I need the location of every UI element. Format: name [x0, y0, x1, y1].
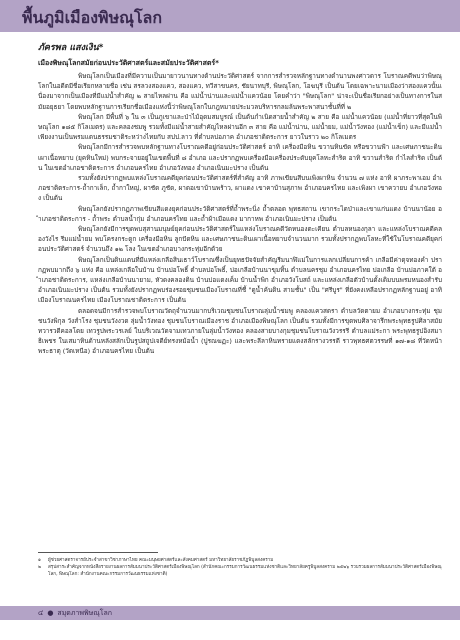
footnote	[38, 564, 442, 578]
paragraph: ตลอดจนมีการสำรวจพบโบราณวัตถุจำนวนมากบริเวณชุมชนโบราณลุ่มน้ำชมพู คลองแควสดรา ตำบลวัดตายม อำเภอบางกระทุ่ม ชุมชนวังพิกุล วังสำโรง ชุมชนวังงวด ลุ่มน้ำวังทอง ชุมชนโบราณเมืองราช อำเภอเมืองพิษณุโลก เป็นต้น รวมทั้งมีการขุดพบศิลาจารึกพระพุทธรูปศิลาสมัยทวารวดีคอลโดย เทวรูปพระวรเลย์ ในบริเวณวัดจามเทวภายในลุ่มน้ำวังทอง คลองสายบางกุมชุมชนโบราณวังวรรรี ตำบลแม่ระกา พระพุทธรูปอิงสมาธิเพชร ในเสมาหินด้านหลังสลักเป็นรูปสถูปเจดีย์ทรงหม้อน้ำ (ปูรณฆฏะ) และพระลีลาหินทรายแดงสลักรางวรรดี ราวพุทธศตวรรษที่ ๑๗-๑๘ ที่วัดหน้าพระธาตุ (วัดเหนือ) อำเภอนครไทย เป็นต้น	[38, 306, 442, 356]
paragraph: พิษณุโลกเป็นดินแดนที่มีแหล่งเกลือสินเธาว์โบราณซึ่งเป็นยุทธปัจจัยสำคัญรีมนาฬิแม่ในการแลกเปลี่ยนการค้า เกลือมีค่าดุจทองคำ ปรากฏพบมากถึง ๖ แห่ง คือ แหล่งเกลือในบ้าน บ้านบ่อโพธิ์ ตำบลบ่อโพธิ์, บ่อเกลือบ้านนาขุมทิ้น ตำบลนครชุม อำเภอนครไทย บ่อเกลือ บ้านบ่อภาคใต้ อำเภอชาติตระการ, แหล่งเกลือบ้านนายาม, หัวดงคลองดิน บ้านบ่อแดงเค็ม บ้านน้ำพิก อำเภอวังโบสถ์ และแหล่งเกลือตัวบ้านดั้งเดิมบนพรมหนองสำรับ อำเภอเนินมะปราง เป็นต้น รวมทั้งยังปรากฏพบร่องรอยชุมชนเมืองโบราณที่ชี้ "ดูน้ำค้นดิน สามชั้น" เป็น "ศรีบูร" ที่ยังคงเหลือปรากฏหลักฐานอยู่ อาทิ เมืองโบราณนครไทย เมืองโบราณชาติตระการ เป็นต้น	[38, 255, 442, 305]
author-name: ภัครพล แสงเงิน*	[38, 43, 104, 53]
paragraph: พิษณุโลก มีพื้นที่ ๖ ใน ๓ เป็นภูเขาและป่าไม้อุดมสมบูรณ์ เป็นต้นกำเนิดสายน้ำสำคัญ ๒ สาย คือ แม่น้ำแควน้อย (แม่น้ำที่ยาวที่สุดในพิษณุโลก ๑๘๕ กิโลเมตร) และคลองชมพู รวมทั้งมีแม่น้ำสายสำคัญไหลผ่านอีก ๓ สาย คือ แม่น้ำน่าน, แม่น้ำยม, แม่น้ำวังทอง (แม่น้ำเข็ก) และมีแม่น้ำเพียงงานเป็นพรมแดนธรรมชาติระหว่างไทยกับ สปป.ลาว ที่ตำบลบ่อภาค อำเภอชาติตระการ ยาวในราว ๒๐ กิโลเมตร	[38, 112, 442, 142]
footnotes	[38, 557, 442, 578]
footnote	[38, 557, 442, 564]
page-footer	[38, 607, 112, 619]
book-title: สมุดภาพพิษณุโลก	[57, 609, 113, 617]
paragraph: พิษณุโลกมีการสำรวจพบหลักฐานทางโบราณคดีอยู่ก่อนประวัติศาสตร์ อาทิ เครื่องมือหิน ขวานหินขัด หรือขวานฟ้า และเศษภาชนะดินเผาเนื้อหยาบ (ยุคหินใหม่) พบกระจายอยู่ในเขตพื้นที่ ๘ อำเภอ และปรากฏพบเครื่องมือเครื่องประดับยุคโลหะสำริด อาทิ ขวานสำริด กำไลสำริด เป็นต้น ในเขตอำเภอชาติตระการ อำเภอนครไทย อำเภอวังทอง อำเภอเนินมะปราง เป็นต้น	[38, 143, 442, 172]
paragraph: รวมทั้งยังปรากฏพบแหล่งโบราณคดียุคก่อนประวัติศาสตร์ที่สำคัญ อาทิ ภาพเขียนสีบนเพิงผาหิน จำนวน ๗ แห่ง อาทิ ผาภระพาเอม อำเภอชาติตระการ-ถ้ำกาเล็ก, ถ้ำกาใหญ่, ผาชัด ภูชัด, ผาดอเขาบ้านพร้าว, ผาแดง เขาคาบ้านสุภาพ อำเภอนครไทย และเพิงผา เขาควายบ อำเภอวังทอง เป็นต้น	[38, 174, 442, 203]
page-number: ๔	[38, 609, 44, 617]
paragraph: พิษณุโลกยังปรากฏภาพเขียนสีแดงยุคก่อนประวัติศาสตร์ที่ถ้ำพระนิ่ง ถ้ำตลอด พุทธสถาน เขากระไดป่าและเขาแก่นแดง บ้านนาน้อย อำเภอชาติตระการ - ถ้ำพระ ตำบลน้ำกุ่ม อำเภอนครไทย และถ้ำผ้าเมือแดง มากาหพ อำเภอเนินมะปราง เป็นต้น	[38, 204, 442, 223]
footnote-text: สรุปสาระสำคัญจากหนังสือรายงานผลการสัมมนาประวัติศาสตร์เมืองพิษณุโลก (สำนักคณะกรรมการวัฒนธรรมแห่งชาติและวิทยาลัยครูพิบูลสงคราม ๒๕๒๖ รวบรวมผลการสัมมนาประวัติศาสตร์เมืองพิษณุโลก, พิษณุโลก: สำนักงานคณะกรรมการวัฒนธรรมแห่งชาติ)	[48, 565, 442, 577]
paragraph: พิษณุโลกยังมีการขุดพบสุสานมนุษย์ยุคก่อนประวัติศาสตร์ในแหล่งโบราณคดีวัดหนองตะเคียน ตำบลหนองกุลา และแหล่งโบราณคดีคลองวังไร รีมแม่น้ำยม พบโครงกระดูก เครื่องมือหิน ลูกปัดหิน และเศษภาชนะดินเผาเนื้อหยาบจำนวนมาก รวมทั้งปรากฏพบโลหะที่ใช้ในโบราณคดียุคก่อนประวัติศาสตร์ จำนวนถึง ๑๒ โลง ในเขตอำเภอบางกระทุ่มอีกด้วย	[38, 225, 442, 254]
section-heading: เมืองพิษณุโลกสมัยก่อนประวัติศาสตร์และสมัยประวัติศาสตร์*	[38, 59, 219, 67]
page-title: พื้นภูมิเมืองพิษณุโลก	[22, 8, 163, 27]
footnote-divider	[38, 552, 158, 553]
footnote-number: ๑	[38, 558, 41, 563]
main-content	[38, 58, 442, 357]
bullet-icon: ●	[47, 609, 54, 617]
paragraph: พิษณุโลกเป็นเมืองที่มีความเป็นมายาวนานทางด้านประวัติศาสตร์ จากการสำรวจหลักฐานทางตำนานพงศาวดาร โบราณคดีพบว่าพิษณุโลกในอดีตมีชื่อเรียกหลายชื่อ เช่น สรลวงสองแคว, สองแคว, ทวีสาขนคร, ชัยนาทบุรี, พิษณุโลก, โอฆบุรี เป็นต้น โดยเฉพาะนามเมืองว่าสองแควนั้นเนื่องมาจากเป็นเมืองที่มีแม่น้ำสำคัญ ๒ สายไหลผ่าน คือ แม่น้ำน่านและแม่น้ำแควน้อย โดยคำว่า "พิษณุโลก" น่าจะเป็นชื่อเรียกอย่างเป็นทางการในสมัยอยุธยา โดยพบหลักฐานการเรียกชื่อเมืองแห่งนี้ว่าพิษณุโลกในกฎหมายประมวลบริหารกลมล้นพระพาสนาชั้นที่ที่ ๒	[38, 72, 442, 111]
footnote-text: ผู้ช่วยศาสตราจารย์ประจำสาขาวิชาภาษาไทย คณะมนุษยศาสตร์และสังคมศาสตร์ มหาวิทยาลัยราชภัฏพิบูลสงคราม	[48, 558, 274, 563]
footnote-number: ๒	[38, 565, 42, 570]
